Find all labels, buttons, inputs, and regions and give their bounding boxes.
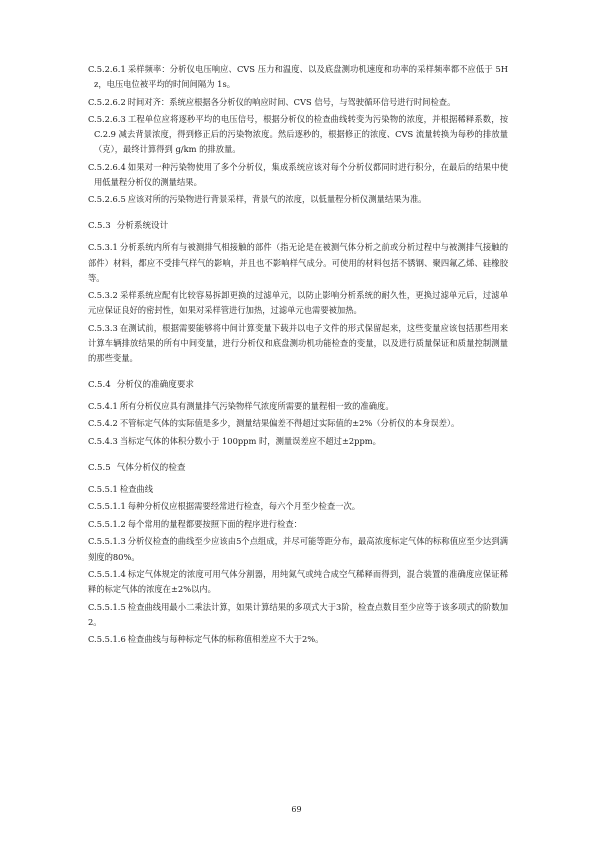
paragraph-c542: C.5.4.2 不管标定气体的实际值是多少，测量结果偏差不得超过实际值的±2%（分析仪的本身误差）。 xyxy=(88,418,460,429)
section-heading-c54: C.5.4 分析仪的准确度要求 xyxy=(88,379,195,390)
paragraph-c531: C.5.3.1 分析系统内所有与被测排气相接触的部件（指无论是在被测气体分析之前或分析过程中与被测排气接触的部件）材料，都应不受排气样气的影响，并且也不影响样气成分。可使用的材料包括不锈钢、聚四氟乙烯、硅橡胶等。 xyxy=(88,242,508,283)
paragraph-c541: C.5.4.1 所有分析仪应具有测量排气污染物样气浓度所需要的量程相一致的准确度。 xyxy=(88,400,394,411)
paragraph-c5511: C.5.5.1.1 每种分析仪应根据需要经常进行检查，每六个月至少检查一次。 xyxy=(88,501,361,512)
paragraph-c5513: C.5.5.1.3 分析仪检查的曲线至少应该由5个点组成，并尽可能等距分布，最高浓度标定气体的标称值应至少达到满刻度的80%。 xyxy=(88,536,508,562)
section-heading-c55: C.5.5 气体分析仪的检查 xyxy=(88,463,186,473)
paragraph-c533: C.5.3.3 在测试前，根据需要能够将中间计算变量下载并以电子文件的形式保留起来，这些变量应该包括那些用来计算车辆排放结果的所有中间变量，进行分析仪和底盘测功机功能检查的变量，以及进行质量保证和质量控制测量的那些变量。 xyxy=(88,322,508,363)
paragraph-c52263: C.5.2.6.3 工程单位应将逐秒平均的电压信号，根据分析仪的检查曲线转变为污染物的浓度，并根据稀释系数，按 C.2.9 减去背景浓度，得到修正后的污染物浓度。然后逐秒的，根据修正的浓度、CVS 流量转换为每秒的排放量（克），最终计算得到 g/km 的排放量。 xyxy=(88,114,508,155)
paragraph-c5514: C.5.5.1.4 标定气体规定的浓度可用气体分割器，用纯氮气或纯合成空气稀释而得到，混合装置的准确度应保证稀释的标定气体的浓度在±2%以内。 xyxy=(88,569,508,595)
document-body xyxy=(88,62,508,650)
page-number: 69 xyxy=(291,805,302,814)
paragraph-c52262: C.5.2.6.2 时间对齐：系统应根据各分析仪的响应时间、CVS 信号，与驾驶循环信号进行时间检查。 xyxy=(88,96,456,107)
section-heading-c53: C.5.3 分析系统设计 xyxy=(88,221,169,232)
paragraph-c52261: C.5.2.6.1 采样频率：分析仪电压响应、CVS 压力和温度、以及底盘测功机速度和功率的采样频率都不应低于 5Hz，电压电位被平均的时间间隔为 1s。 xyxy=(88,64,508,90)
paragraph-c5515: C.5.5.1.5 检查曲线用最小二乘法计算，如果计算结果的多项式大于3阶，检查点数目至少应等于该多项式的阶数加2。 xyxy=(88,601,508,627)
paragraph-c5512: C.5.5.1.2 每个常用的量程都要按照下面的程序进行检查： xyxy=(88,518,302,529)
paragraph-c532: C.5.3.2 采样系统应配有比较容易拆卸更换的过滤单元，以防止影响分析系统的耐久性，更换过滤单元后，过滤单元应保证良好的密封性，如果对采样管进行加热，过滤单元也需要被加热。 xyxy=(88,290,508,316)
paragraph-c543: C.5.4.3 当标定气体的体积分数小于 100ppm 时，测量误差应不超过±2ppm。 xyxy=(88,435,381,446)
paragraph-c52265: C.5.2.6.5 应该对所的污染物进行背景采样，背景气的浓度，以低量程分析仪测量结果为准。 xyxy=(88,194,427,205)
subheading-c551: C.5.5.1 检查曲线 xyxy=(88,484,154,494)
paragraph-c5516: C.5.5.1.6 检查曲线与每种标定气体的标称值相差应不大于2%。 xyxy=(88,634,324,645)
paragraph-c52264: C.5.2.6.4 如果对一种污染物使用了多个分析仪，集成系统应该对每个分析仪都同时进行积分，在最后的结果中使用低量程分析仪的测量结果。 xyxy=(88,161,508,187)
